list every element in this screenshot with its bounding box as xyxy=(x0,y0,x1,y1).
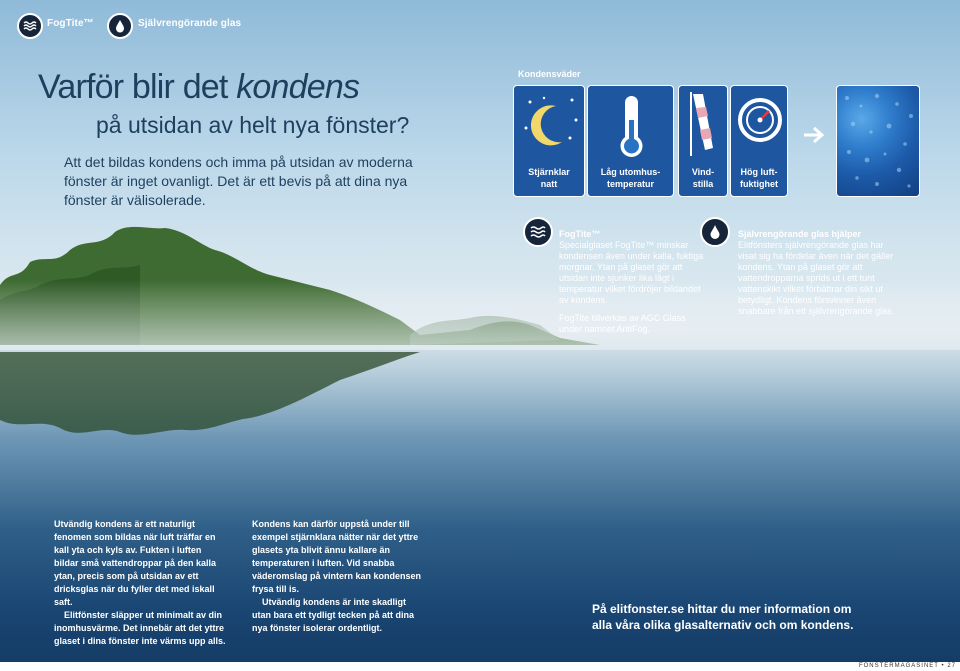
selfclean-info xyxy=(738,229,898,317)
selfclean-drop-icon xyxy=(700,217,730,247)
callout-line-2: alla våra olika glasalternativ och om kondens. xyxy=(592,618,854,632)
headline-plain: Varför blir det xyxy=(38,68,237,106)
selfclean-body: Elitfönsters självrengörande glas har visat sig ha fördelar även när det gäller kondens. Ytan på glaset gör att vattendropparna sprids ut i ett tunt vattenskikt vilket förbättrar din sikt ut betydligt. Kondens försvinner även snabbare från ett självrengörande glas. xyxy=(738,240,895,316)
tile-high-humidity xyxy=(730,85,788,197)
conditions-label: Kondensväder xyxy=(518,69,581,79)
headline xyxy=(38,68,359,107)
topbar-fogtite-label: FogTite™ xyxy=(47,18,94,29)
callout-line-1: På elitfonster.se hittar du mer information om xyxy=(592,602,852,616)
starry-moon-icon xyxy=(514,86,586,166)
tile-low-temperature-label: Låg utomhus- temperatur xyxy=(600,167,661,189)
topbar-selfclean-label: Självrengörande glas xyxy=(138,18,242,29)
condensation-glass-icon xyxy=(836,85,920,197)
magazine-name: FONSTERMAGASINET xyxy=(858,663,939,669)
headline-emphasis: kondens xyxy=(236,68,360,106)
website-callout xyxy=(592,601,853,633)
fogtite-waves-icon xyxy=(523,217,553,247)
windsock-icon xyxy=(679,86,729,166)
fogtite-heading: FogTite™ xyxy=(559,229,601,239)
folio: FONSTERMAGASINET • 27 xyxy=(858,663,956,669)
bottom-column-left xyxy=(54,518,226,648)
tile-starry-night xyxy=(513,85,585,197)
water-drop-icon xyxy=(107,13,133,39)
thermometer-icon xyxy=(588,86,675,166)
page-footer xyxy=(0,662,960,671)
bottom-left-paragraph-2: Elitfönster släpper ut minimalt av din inomhusvärme. Det innebär att det yttre glaset i dina fönster inte värms upp alls. xyxy=(54,610,226,646)
bottom-right-paragraph-1: Kondens kan därför uppstå under till exempel stjärnklara nätter när det yttre glasets yta blivit ännu kallare än temperaturen i luften. Vid snabba väderomslag på vintern kan kondensen frysa till is. xyxy=(252,519,422,594)
intro-text: Att det bildas kondens och imma på utsidan av moderna fönster är inget ovanligt. Det är ett bevis på att dina nya fönster är välisolerade. xyxy=(64,154,413,208)
tile-calm-wind-label: Vind- stilla xyxy=(691,167,715,189)
bottom-right-paragraph-2: Utvändig kondens är inte skadligt utan bara ett tydligt tecken på att dina nya fönster isolerar ordentligt. xyxy=(252,597,415,633)
fogtite-note: FogTite tillverkas av AGC Glass under namnet AntiFog. xyxy=(559,313,686,334)
subheadline: på utsidan av helt nya fönster? xyxy=(96,112,410,138)
humidity-gauge-icon xyxy=(731,86,789,166)
bottom-left-paragraph-1: Utvändig kondens är ett naturligt fenomen som bildas när luft träffar en kall yta och kyls av. Fukten i luften bildar små vattendroppar på den kalla ytan, precis som på utsidan av ett dricksglas när du fyller det med iskall saft. xyxy=(54,519,217,607)
tile-calm-wind xyxy=(678,85,728,197)
arrow-right-icon xyxy=(802,124,828,146)
bottom-column-right xyxy=(252,518,424,635)
tile-low-temperature xyxy=(587,85,674,197)
fogtite-body: Specialglaset FogTite™ minskar kondensen även under kalla, fuktiga morgnar. Ytan på glaset gör att utsidan inte sjunker lika lågt i temperatur vilket fördröjer bildandet av kondens. xyxy=(559,240,704,305)
waves-icon xyxy=(17,13,43,39)
top-bar xyxy=(0,0,960,52)
page-number: 27 xyxy=(947,663,956,669)
tile-high-humidity-label: Hög luft- fuktighet xyxy=(740,167,778,189)
fogtite-info xyxy=(559,229,709,335)
selfclean-heading: Självrengörande glas hjälper xyxy=(738,229,862,239)
tile-starry-night-label: Stjärnklar natt xyxy=(528,167,570,189)
